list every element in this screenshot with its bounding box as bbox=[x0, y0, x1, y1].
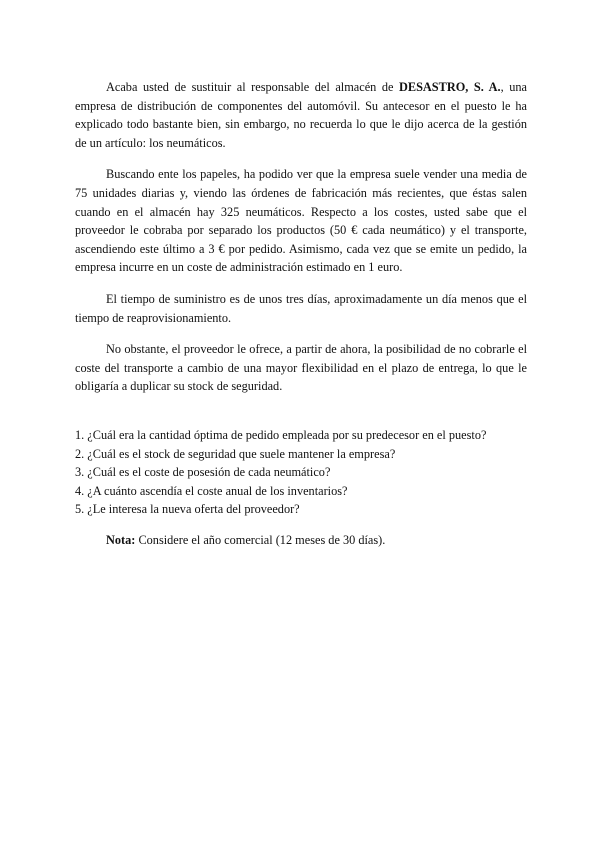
note-text: Considere el año comercial (12 meses de 30 días). bbox=[135, 533, 386, 548]
paragraph-lead-time: El tiempo de suministro es de unos tres días, aproximadamente un día menos que el tiempo de reaprovisionamiento. bbox=[75, 291, 527, 325]
document-page bbox=[75, 78, 527, 550]
questions-list bbox=[75, 426, 527, 519]
note bbox=[75, 531, 527, 550]
question-1: 1. ¿Cuál era la cantidad óptima de pedido empleada por su predecesor en el puesto? bbox=[75, 427, 487, 442]
question-4: 4. ¿A cuánto ascendía el coste anual de los inventarios? bbox=[75, 483, 348, 498]
paragraph-intro bbox=[75, 78, 527, 152]
paragraph-intro-text-after: , una empresa de distribución de componentes del automóvil. Su antecesor en el puesto le ha explicado todo bastante bien, sin embargo, no recuerda lo que le dijo acerca de la gestión de un artículo: los neumáticos. bbox=[75, 80, 528, 150]
paragraph-intro-text-before: Acaba usted de sustituir al responsable del almacén de bbox=[106, 80, 399, 94]
company-name: DESASTRO, S. A. bbox=[399, 80, 501, 94]
question-2: 2. ¿Cuál es el stock de seguridad que suele mantener la empresa? bbox=[75, 446, 396, 461]
question-3: 3. ¿Cuál es el coste de posesión de cada neumático? bbox=[75, 465, 331, 480]
note-label: Nota: bbox=[106, 533, 136, 548]
paragraph-data: Buscando ente los papeles, ha podido ver que la empresa suele vender una media de 75 unidades diarias y, viendo las órdenes de fabricación más recientes, que éstas salen cuando en el almacén hay 325 neumáticos. Respecto a los costes, usted sabe que el proveedor le cobraba por separado los productos (50 € cada neumático) y el transporte, ascendiendo este último a 3 € por pedido. Asimismo, cada vez que se emite un pedido, la empresa incurre en un coste de administración estimado en 1 euro. bbox=[75, 167, 527, 275]
paragraph-offer: No obstante, el proveedor le ofrece, a partir de ahora, la posibilidad de no cobrarle el coste del transporte a cambio de una mayor flexibilidad en el plazo de entrega, lo que le obligaría a duplicar su stock de seguridad. bbox=[75, 342, 527, 394]
question-5: 5. ¿Le interesa la nueva oferta del proveedor? bbox=[75, 502, 300, 517]
